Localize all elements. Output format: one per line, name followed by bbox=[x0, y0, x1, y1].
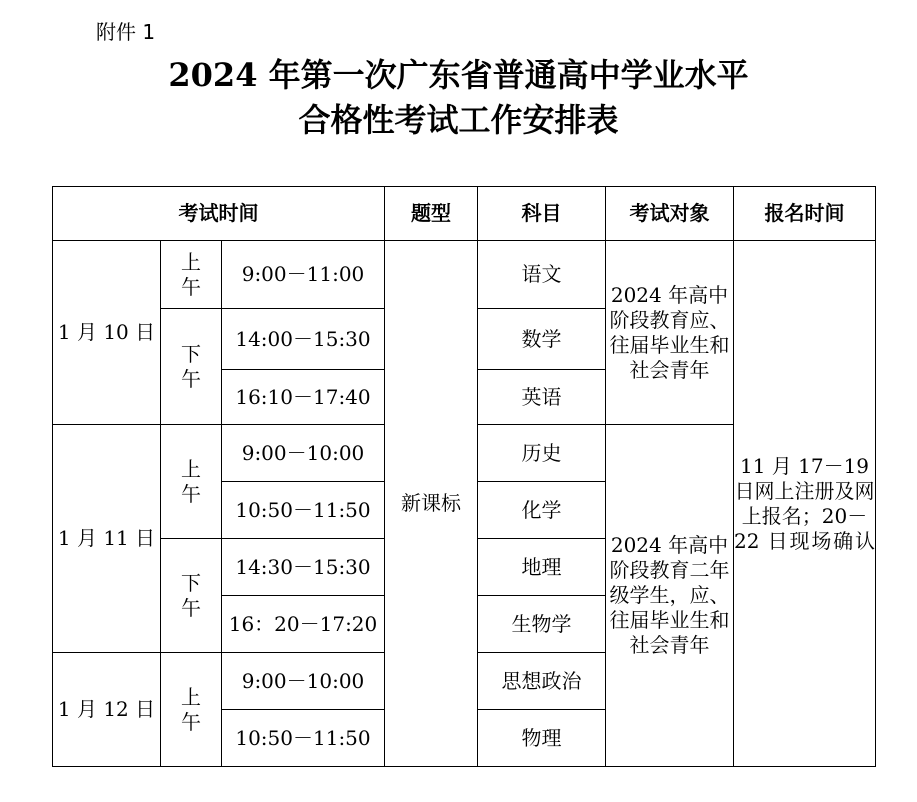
afternoon-cell bbox=[161, 309, 222, 425]
header-exam-target: 考试对象 bbox=[606, 187, 734, 241]
time-slot-cell: 9:00－10:00 bbox=[222, 653, 385, 710]
date-cell: 1 月 11 日 bbox=[53, 425, 161, 653]
afternoon-cell bbox=[161, 539, 222, 653]
header-question-type: 题型 bbox=[385, 187, 478, 241]
subject-cell: 化学 bbox=[478, 482, 606, 539]
afternoon-char-bottom: 午 bbox=[181, 366, 201, 391]
exam-schedule-table bbox=[52, 186, 876, 767]
afternoon-char-bottom: 午 bbox=[181, 595, 201, 620]
document-title-line2: 合格性考试工作安排表 bbox=[298, 101, 619, 139]
subject-cell: 数学 bbox=[478, 309, 606, 370]
subject-cell: 地理 bbox=[478, 539, 606, 596]
time-slot-cell: 14:00－15:30 bbox=[222, 309, 385, 370]
morning-char-top: 上 bbox=[181, 456, 201, 481]
morning-cell bbox=[161, 653, 222, 767]
header-exam-time: 考试时间 bbox=[53, 187, 385, 241]
time-slot-cell: 9:00－10:00 bbox=[222, 425, 385, 482]
morning-cell bbox=[161, 425, 222, 539]
document-title-line1: 2024 年第一次广东省普通高中学业水平 bbox=[168, 56, 749, 94]
table-row bbox=[53, 241, 876, 309]
attachment-label: 附件 1 bbox=[96, 20, 156, 44]
subject-cell: 思想政治 bbox=[478, 653, 606, 710]
subject-cell: 历史 bbox=[478, 425, 606, 482]
table-header-row bbox=[53, 187, 876, 241]
morning-char-top: 上 bbox=[181, 249, 201, 274]
time-slot-cell: 14:30－15:30 bbox=[222, 539, 385, 596]
date-cell: 1 月 10 日 bbox=[53, 241, 161, 425]
header-subject: 科目 bbox=[478, 187, 606, 241]
morning-char-bottom: 午 bbox=[181, 481, 201, 506]
date-cell: 1 月 12 日 bbox=[53, 653, 161, 767]
registration-time-cell: 11 月 17－19 日网上注册及网上报名；20－22 日现场确认 bbox=[734, 241, 876, 767]
morning-char-bottom: 午 bbox=[181, 709, 201, 734]
time-slot-cell: 10:50－11:50 bbox=[222, 710, 385, 767]
subject-cell: 生物学 bbox=[478, 596, 606, 653]
morning-char-bottom: 午 bbox=[181, 274, 201, 299]
exam-target-cell: 2024 年高中阶段教育二年级学生，应、往届毕业生和社会青年 bbox=[606, 425, 734, 767]
exam-target-cell: 2024 年高中阶段教育应、往届毕业生和社会青年 bbox=[606, 241, 734, 425]
exam-type-cell: 新课标 bbox=[385, 241, 478, 767]
time-slot-cell: 16：20－17:20 bbox=[222, 596, 385, 653]
afternoon-char-top: 下 bbox=[181, 341, 201, 366]
morning-char-top: 上 bbox=[181, 684, 201, 709]
afternoon-char-top: 下 bbox=[181, 570, 201, 595]
subject-cell: 英语 bbox=[478, 370, 606, 425]
subject-cell: 语文 bbox=[478, 241, 606, 309]
morning-cell bbox=[161, 241, 222, 309]
header-registration-time: 报名时间 bbox=[734, 187, 876, 241]
subject-cell: 物理 bbox=[478, 710, 606, 767]
time-slot-cell: 10:50－11:50 bbox=[222, 482, 385, 539]
time-slot-cell: 9:00－11:00 bbox=[222, 241, 385, 309]
time-slot-cell: 16:10－17:40 bbox=[222, 370, 385, 425]
